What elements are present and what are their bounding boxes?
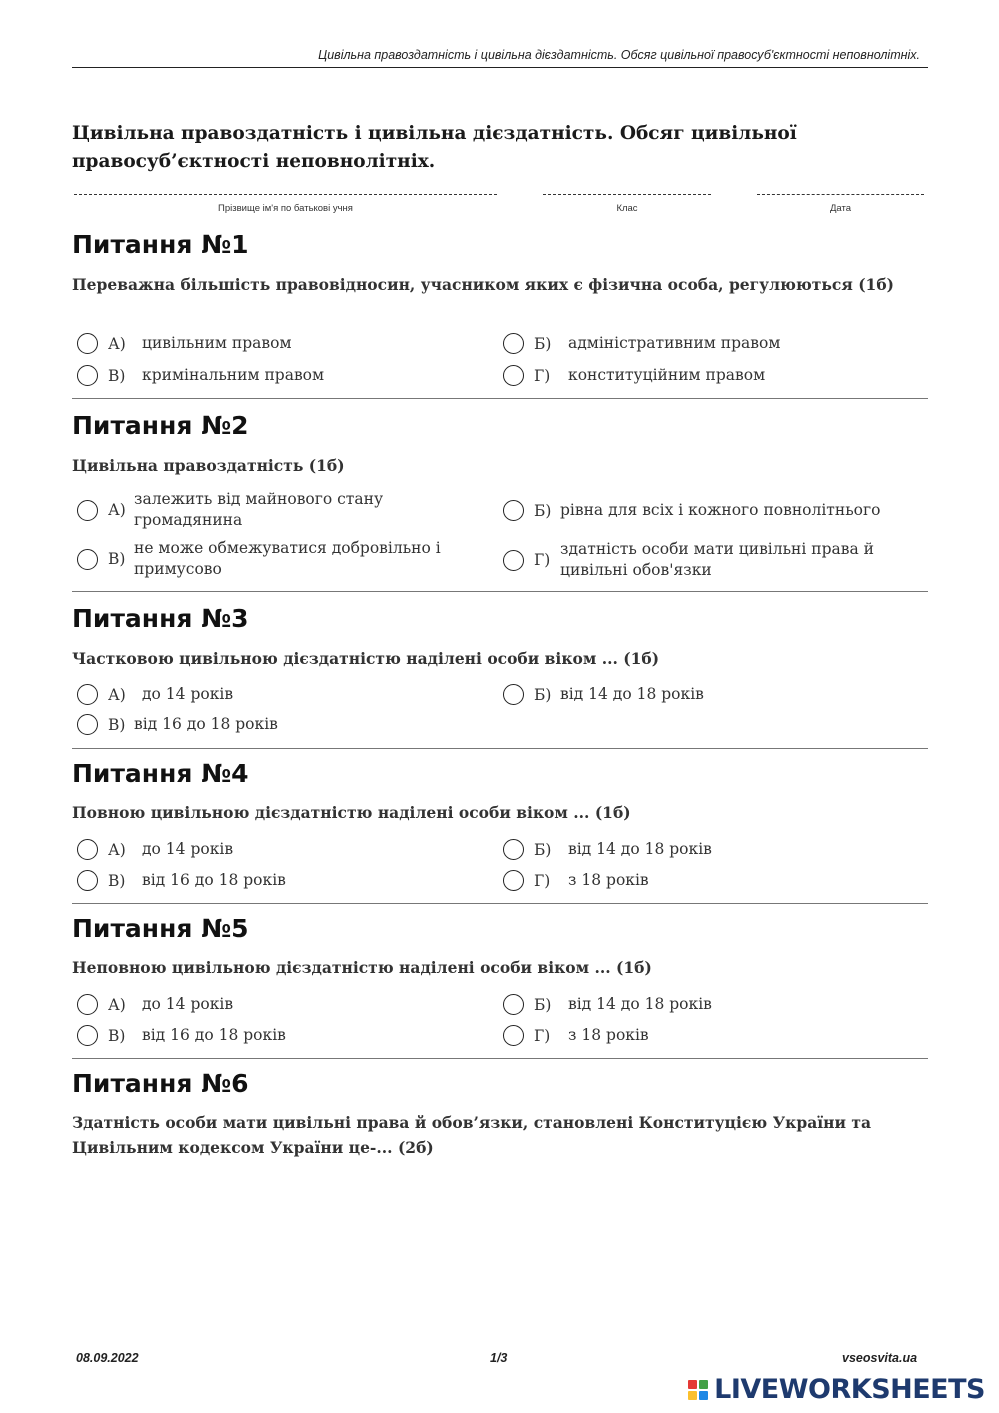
liveworksheets-logo[interactable] — [688, 1374, 985, 1405]
logo-square — [688, 1391, 697, 1400]
page-header: Цивільна правоздатність і цивільна дієздатність. Обсяг цивільної правосуб'єктності неповнолітніх. — [318, 48, 920, 62]
option-text: цивільним правом — [142, 334, 292, 352]
question-divider — [72, 591, 928, 592]
option-letter: А) — [108, 840, 126, 859]
q4-option-d[interactable] — [503, 870, 649, 891]
option-letter: А) — [108, 334, 126, 353]
option-text: від 14 до 18 років — [568, 840, 712, 858]
liveworksheets-icon — [688, 1380, 708, 1400]
radio-button[interactable] — [503, 684, 524, 705]
option-letter: В) — [108, 1026, 126, 1045]
q5-option-b[interactable] — [503, 994, 712, 1015]
q4-option-b[interactable] — [503, 839, 712, 860]
option-text: від 14 до 18 років — [560, 685, 704, 703]
option-letter: Б) — [534, 334, 552, 353]
option-letter: В) — [108, 871, 126, 890]
class-line — [543, 194, 711, 195]
q4-option-c[interactable] — [77, 870, 286, 891]
radio-button[interactable] — [503, 550, 524, 571]
q2-option-c[interactable] — [77, 538, 464, 580]
date-line — [757, 194, 924, 195]
option-text: конституційним правом — [568, 366, 766, 384]
student-name-line — [74, 194, 497, 195]
option-letter: В) — [108, 715, 126, 734]
radio-button[interactable] — [503, 500, 524, 521]
radio-button[interactable] — [77, 1025, 98, 1046]
option-letter: В) — [108, 550, 126, 568]
question-4-heading: Питання №4 — [72, 759, 249, 788]
option-letter: Б) — [534, 840, 552, 859]
radio-button[interactable] — [77, 870, 98, 891]
radio-button[interactable] — [503, 994, 524, 1015]
logo-square — [699, 1380, 708, 1389]
q2-option-d[interactable] — [503, 539, 890, 581]
option-text: від 16 до 18 років — [142, 871, 286, 889]
option-text: до 14 років — [142, 685, 234, 703]
option-letter: Б) — [534, 995, 552, 1014]
q5-option-c[interactable] — [77, 1025, 286, 1046]
question-6-text: Здатність особи мати цивільні права й обов’язки, становлені Конституцією України та Цивільним кодексом України це-... (2б) — [72, 1113, 872, 1157]
option-text: від 16 до 18 років — [142, 1026, 286, 1044]
document-title: Цивільна правоздатність і цивільна дієздатність. Обсяг цивільної правосуб’єктності неповнолітніх. — [72, 123, 797, 172]
liveworksheets-wordmark: LIVEWORKSHEETS — [714, 1374, 985, 1405]
q4-option-a[interactable] — [77, 839, 233, 860]
radio-button[interactable] — [77, 365, 98, 386]
option-letter: В) — [108, 366, 126, 385]
option-letter: Г) — [534, 1026, 551, 1045]
option-text: від 16 до 18 років — [134, 715, 278, 733]
q1-option-c[interactable] — [77, 365, 324, 386]
option-text: від 14 до 18 років — [568, 995, 712, 1013]
radio-button[interactable] — [77, 994, 98, 1015]
option-text: до 14 років — [142, 995, 234, 1013]
q3-option-c[interactable] — [77, 714, 278, 735]
q5-option-d[interactable] — [503, 1025, 649, 1046]
option-letter: А) — [108, 995, 126, 1014]
option-text: кримінальним правом — [142, 366, 325, 384]
question-4-text: Повною цивільною дієздатністю наділені особи віком ... (1б) — [72, 803, 631, 822]
option-text: адміністративним правом — [568, 334, 781, 352]
logo-square — [699, 1391, 708, 1400]
question-6-heading: Питання №6 — [72, 1069, 249, 1098]
radio-button[interactable] — [503, 333, 524, 354]
option-text: з 18 років — [568, 1026, 649, 1044]
q5-option-a[interactable] — [77, 994, 233, 1015]
radio-button[interactable] — [77, 333, 98, 354]
header-divider — [72, 67, 928, 68]
question-2-heading: Питання №2 — [72, 411, 249, 440]
radio-button[interactable] — [77, 714, 98, 735]
radio-button[interactable] — [77, 549, 98, 570]
option-text: здатність особи мати цивільні права й цивільні обов'язки — [560, 540, 874, 579]
option-letter: А) — [108, 501, 126, 519]
question-1-text: Переважна більшість правовідносин, учасником яких є фізична особа, регулюються (1б) — [72, 275, 895, 294]
option-text: до 14 років — [142, 840, 234, 858]
radio-button[interactable] — [503, 1025, 524, 1046]
question-1-heading: Питання №1 — [72, 230, 249, 259]
question-divider — [72, 748, 928, 749]
question-divider — [72, 398, 928, 399]
footer-page-number: 1/3 — [490, 1351, 508, 1365]
option-letter: Г) — [534, 551, 551, 569]
radio-button[interactable] — [77, 839, 98, 860]
q1-option-d[interactable] — [503, 365, 765, 386]
question-divider — [72, 1058, 928, 1059]
footer-date: 08.09.2022 — [76, 1351, 139, 1365]
student-name-label: Прізвище ім'я по батькові учня — [218, 203, 353, 214]
question-3-heading: Питання №3 — [72, 604, 249, 633]
question-3-text: Частковою цивільною дієздатністю наділені особи віком ... (1б) — [72, 649, 660, 668]
q1-option-a[interactable] — [77, 333, 292, 354]
logo-square — [688, 1380, 697, 1389]
option-text: залежить від майнового стану громадянина — [134, 490, 384, 529]
date-label: Дата — [829, 203, 852, 214]
option-text: не може обмежуватися добровільно і примусово — [134, 539, 441, 578]
radio-button[interactable] — [503, 365, 524, 386]
footer-site: vseosvita.ua — [842, 1351, 918, 1365]
option-letter: Б) — [534, 685, 552, 704]
radio-button[interactable] — [77, 684, 98, 705]
radio-button[interactable] — [503, 870, 524, 891]
question-5-text: Неповною цивільною дієздатністю наділені особи віком ... (1б) — [72, 958, 652, 977]
question-divider — [72, 903, 928, 904]
option-letter: Б) — [534, 501, 552, 520]
q3-option-a[interactable] — [77, 684, 233, 705]
radio-button[interactable] — [77, 500, 98, 521]
option-text: з 18 років — [568, 871, 649, 889]
question-5-heading: Питання №5 — [72, 914, 249, 943]
option-letter: Г) — [534, 366, 551, 385]
q1-option-b[interactable] — [503, 333, 780, 354]
question-2-text: Цивільна правоздатність (1б) — [72, 456, 345, 475]
option-text: рівна для всіх і кожного повнолітнього — [560, 501, 881, 519]
class-label: Клас — [616, 203, 638, 214]
q2-option-a[interactable] — [77, 489, 464, 531]
radio-button[interactable] — [503, 839, 524, 860]
option-letter: Г) — [534, 871, 551, 890]
q3-option-b[interactable] — [503, 684, 704, 705]
option-letter: А) — [108, 685, 126, 704]
q2-option-b[interactable] — [503, 500, 880, 521]
